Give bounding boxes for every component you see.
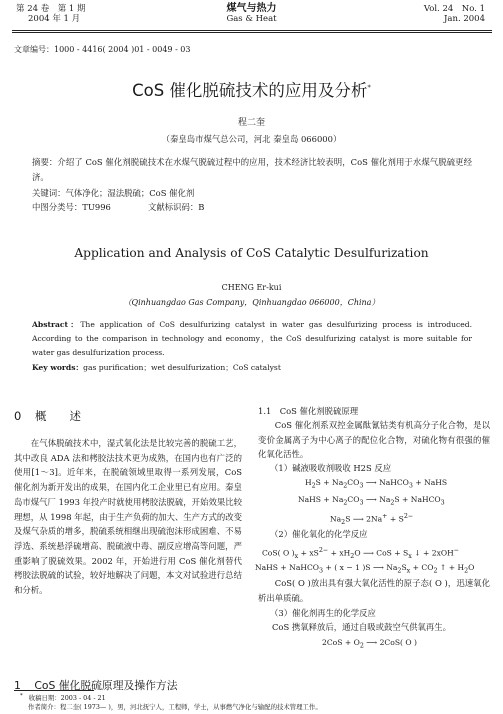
affiliation-cn: （秦皇岛市煤气总公司，河北 秦皇岛 066000） [161, 134, 342, 144]
section-0-number: 0 [14, 409, 22, 423]
section-1-heading [14, 678, 178, 693]
subsection-1-1-body: CoS 催化剂系双控金属酞氰钴类有机高分子化合物，是以变价金属离子为中心离子的配位化合物，对硫化物有很强的催化氧化活性。 [258, 420, 490, 460]
section-1-number: 1 [14, 679, 21, 692]
title-en: Application and Analysis of CoS Catalytic Desulfurization [74, 246, 429, 260]
reaction-arrow-icon: ⟶ [365, 478, 377, 487]
step-2-label: （2）催化氧化的化学反应 [270, 529, 368, 539]
reaction-arrow-icon: ⟶ [352, 514, 364, 524]
header-rule-thin [12, 32, 492, 33]
document-code-cn: 文献标识码：B [148, 202, 205, 212]
regeneration-description: CoS 携氧释放后，通过自吸或鼓空气供氧再生。 [272, 622, 451, 632]
equation-3: $Na_2S$ ⟶ $2Na^+ + S^{2-}$ [330, 513, 414, 527]
reaction-arrow-icon: ⟶ [372, 563, 384, 572]
classification-cn: 中图分类号：TU996 [32, 202, 111, 212]
issue-date-en: Jan. 2004 [444, 14, 485, 24]
step-1-label: （1）碱液吸收剂吸收 H2S 反应 [270, 463, 392, 473]
section-0-body: 在气体脱硫技术中，湿式氧化法是比较完善的脱硫工艺，其中改良 ADA 法和栲胶法技术更为成熟，在国内也有广泛的使用[1～3]。近年来，在脱硫领域里取得一系列发展，CoS 催化剂为新开发出的成果，在国内化工企业里已有应用。秦皇岛市煤气厂 1993 年投产时就使用栲胶法脱硫，开始效果比较理想，从 1998 年起，由于生产负荷的加大、生产方式的改变及煤气杂质的增多，脱硫系统相继出现硫泡沫形成困难、不易浮选、系统悬浮硫增高、脱硫液中毒、副反应增高等问题，严重影响了脱硫效果。2002 年，开始进行用 CoS 催化剂替代栲胶法脱硫的试验，较好地解决了问题，本文对试验进行总结和分析。 [14, 438, 242, 596]
abstract-en [32, 318, 472, 360]
page-title [0, 77, 503, 101]
step-3-label: （3）催化剂再生的化学反应 [270, 608, 376, 618]
affiliation-en: （Qinhuangdao Gas Company，Qinhuangdao 066000，China） [123, 298, 380, 307]
abstract-en-text: The application of CoS desulfurizing catalyst in water gas desulfurizing process is introduced. According to the comparison in technology and economy，the CoS desulfurizing catalyst is more suitable for water gas desulfurization process. [32, 320, 472, 357]
abstract-en-label: Abstract： [32, 320, 81, 329]
section-0-heading [14, 408, 81, 424]
article-number: 文章编号：1000 - 4416( 2004 )01 - 0049 - 03 [14, 45, 191, 54]
title-cn: CoS 催化脱硫技术的应用及分析 [132, 81, 368, 100]
footnote-mark: * [20, 693, 23, 699]
title-footnote-mark: * [367, 83, 371, 92]
reaction-arrow-icon: ⟶ [366, 638, 378, 647]
section-0-title: 概 述 [34, 409, 81, 423]
reaction-arrow-icon: ⟶ [365, 495, 377, 504]
oxidation-description: CoS( O )放出具有强大氧化活性的原子态( O )，迅速氧化析出单质硫。 [258, 578, 490, 603]
subsection-1-1-title: 1.1 CoS 催化剂脱硫原理 [258, 406, 359, 416]
footnote-author-bio: 作者简介：程二奎( 1973— )，男，河北抚宁人，工程师，学士，从事燃气净化与输配的技术管理工作。 [28, 702, 322, 711]
abstract-cn: 摘要：介绍了 CoS 催化剂脱硫技术在水煤气脱硫过程中的应用，技术经济比较表明，CoS 催化剂用于水煤气脱硫更经济。 [32, 157, 472, 182]
footnote-received [20, 692, 322, 703]
header-rule [12, 30, 492, 31]
keywords-en [32, 362, 281, 373]
reaction-arrow-icon: ⟶ [362, 548, 374, 558]
author-cn: 程二奎 [237, 118, 265, 128]
section-1-title: CoS 催化脱硫原理及操作方法 [34, 679, 178, 692]
author-en: CHENG Er-kui [221, 283, 282, 292]
journal-name-cn: 煤气与热力 [226, 3, 277, 14]
issue-date-cn: 2004 年 1 月 [28, 14, 81, 24]
equation-6: $2CoS + O_2$ ⟶ 2CoS( O ) [322, 638, 417, 650]
footnote-received-text: 收稿日期：2003 - 04 - 21 [28, 694, 106, 703]
equation-2: NaHS + $Na_2CO_3$ ⟶ $Na_2S$ + NaHCO$_3$ [298, 495, 445, 507]
equation-5: NaHS + NaHCO$_3$ + ( x − 1 )S ⟶ $Na_2S_x + CO_2$ ↑ + $H_2O$ [255, 563, 475, 575]
journal-volume-en [424, 4, 485, 24]
footnote-rule [14, 690, 94, 691]
keywords-en-label: Key words： [32, 363, 84, 372]
volume-issue-en: Vol. 24 No. 1 [423, 4, 485, 14]
footnote [20, 692, 322, 711]
keywords-cn: 关键词：气体净化；湿法脱硫；CoS 催化剂 [32, 188, 195, 198]
equation-4: CoS( O )$_x + xS^{2-} + xH_2O$ ⟶ CoS + $S_x$ ↓ + 2xOH− [262, 547, 460, 561]
journal-name-en: Gas & Heat [226, 14, 277, 24]
keywords-en-text: gas purification；wet desulfurization；CoS catalyst [83, 363, 281, 372]
equation-1: $H_2S + Na_2CO_3$ ⟶ NaHCO$_3$ + NaHS [305, 478, 448, 490]
volume-issue-cn: 第 24 卷 第 1 期 [16, 4, 86, 14]
